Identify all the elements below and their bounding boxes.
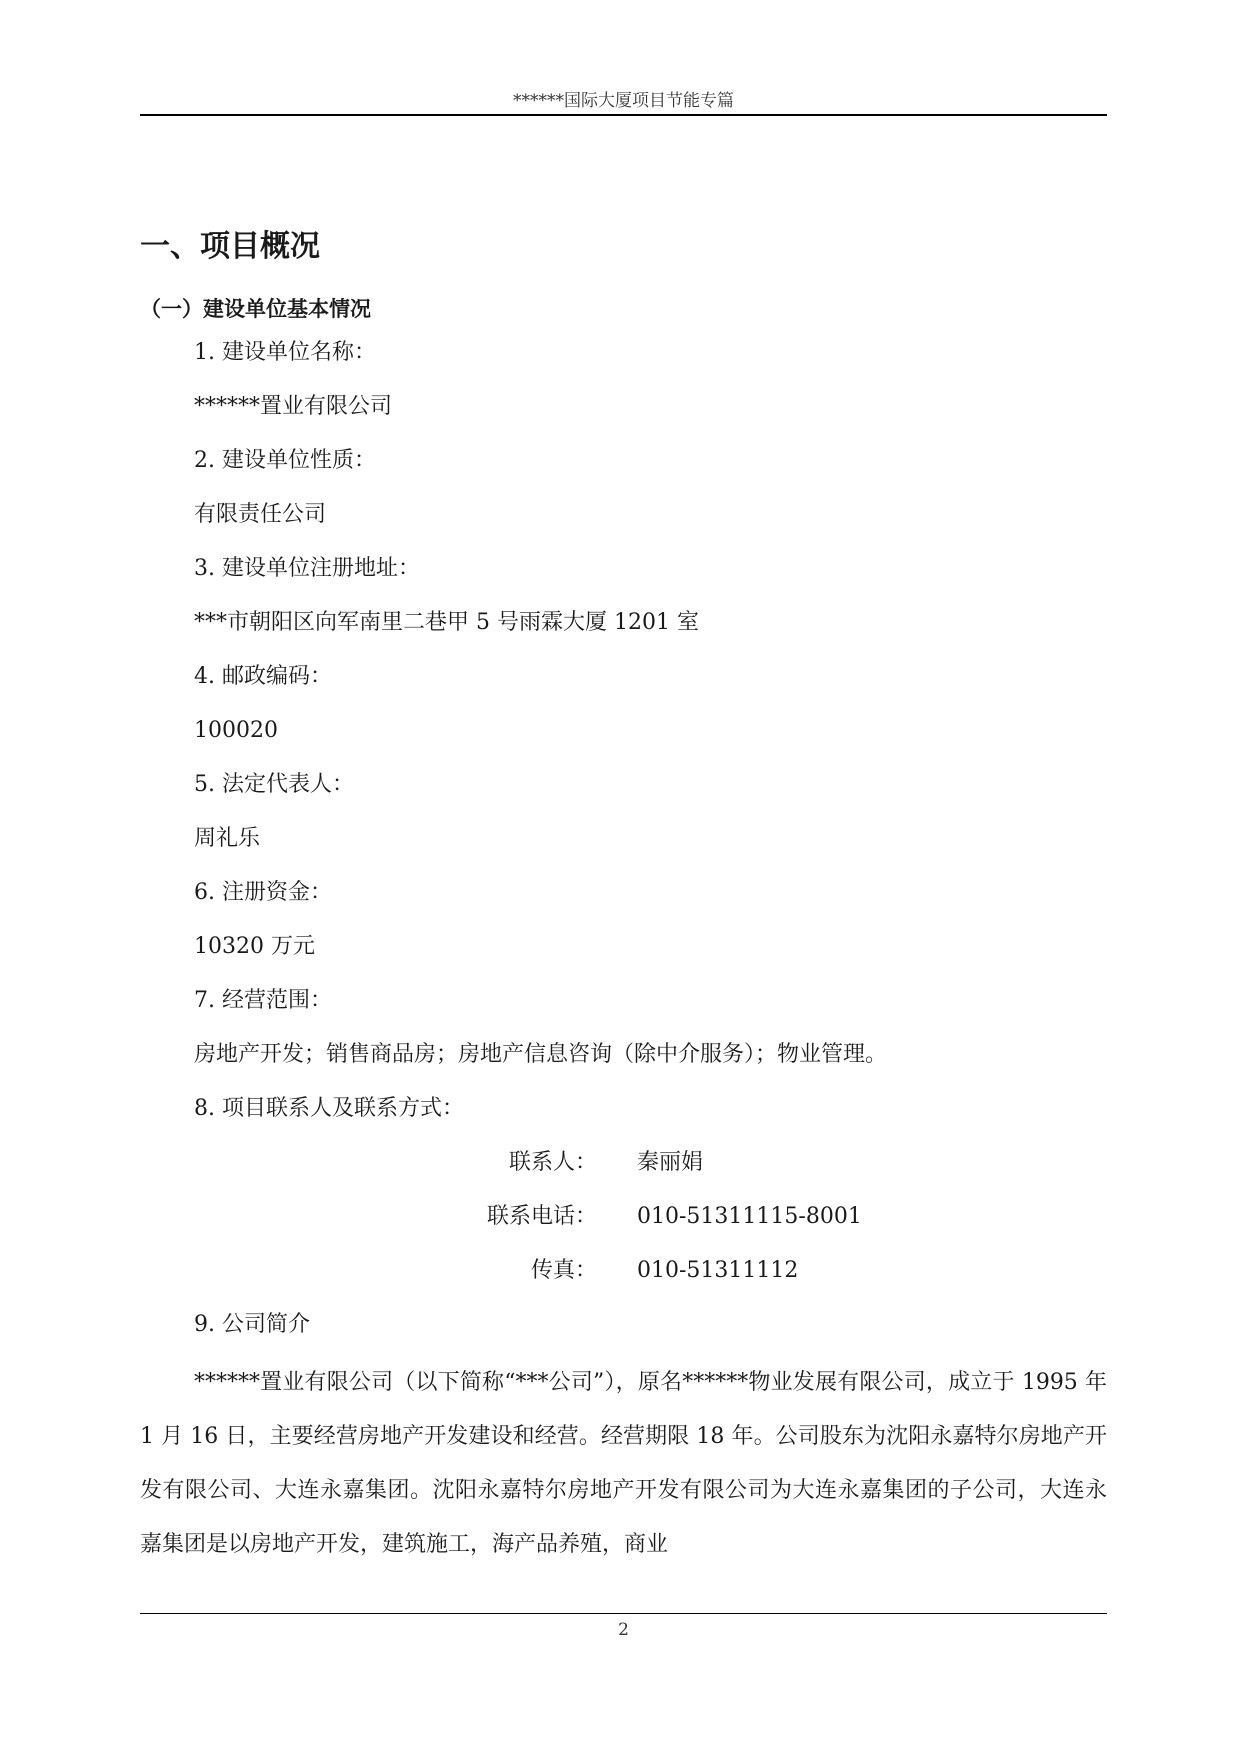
item-label-business-scope: 7. 经营范围：	[194, 988, 332, 1013]
item-value-registered-capital: 10320 万元	[194, 934, 315, 959]
contact-value: 010-51311112	[637, 1258, 799, 1283]
contact-label: 联系人：	[508, 1150, 597, 1175]
intro-heading: 9. 公司简介	[194, 1312, 310, 1337]
item-label-registered-capital: 6. 注册资金：	[194, 880, 332, 905]
item-label-postcode: 4. 邮政编码：	[194, 664, 332, 689]
item-value-postcode: 100020	[194, 718, 278, 743]
item-label-legal-representative: 5. 法定代表人：	[194, 772, 354, 797]
contact-value: 秦丽娟	[637, 1150, 704, 1175]
header-rule	[140, 114, 1107, 116]
item-value-address: ***市朝阳区向军南里二巷甲 5 号雨霖大厦 1201 室	[194, 610, 699, 635]
contact-value: 010-51311115-8001	[637, 1204, 862, 1229]
item-label-address: 3. 建设单位注册地址：	[194, 556, 420, 581]
contact-label: 联系电话：	[486, 1204, 597, 1229]
intro-paragraph: ******置业有限公司（以下简称“***公司”），原名******物业发展有限公司，成立于 1995 年 1 月 16 日，主要经营房地产开发建设和经营。经营期限 18 年。公司股东为沈阳永嘉特尔房地产开发有限公司、大连永嘉集团。沈阳永嘉特尔房地产开发有限公司为大连永嘉集团的子公司，大连永嘉集团是以房地产开发，建筑施工，海产品养殖，商业	[140, 1370, 1107, 1557]
section-title: （一）建设单位基本情况	[140, 297, 371, 321]
item-value-legal-representative: 周礼乐	[194, 826, 261, 851]
page-number: 2	[618, 1620, 629, 1640]
contact-row-fax	[140, 1244, 1107, 1298]
contact-heading: 8. 项目联系人及联系方式：	[194, 1096, 464, 1121]
contact-label: 传真：	[530, 1258, 597, 1283]
chapter-title: 一、项目概况	[140, 229, 320, 264]
item-label-company-name: 1. 建设单位名称：	[194, 340, 376, 365]
item-value-company-name: ******置业有限公司	[194, 394, 393, 419]
item-value-business-scope: 房地产开发；销售商品房；房地产信息咨询（除中介服务）；物业管理。	[194, 1042, 888, 1067]
page-body	[140, 222, 1107, 1572]
contact-row-person	[140, 1136, 1107, 1190]
item-value-company-type: 有限责任公司	[194, 502, 327, 527]
page-header: ******国际大厦项目节能专篇	[513, 91, 734, 111]
item-label-company-type: 2. 建设单位性质：	[194, 448, 376, 473]
footer-rule	[140, 1613, 1107, 1614]
contact-row-phone	[140, 1190, 1107, 1244]
